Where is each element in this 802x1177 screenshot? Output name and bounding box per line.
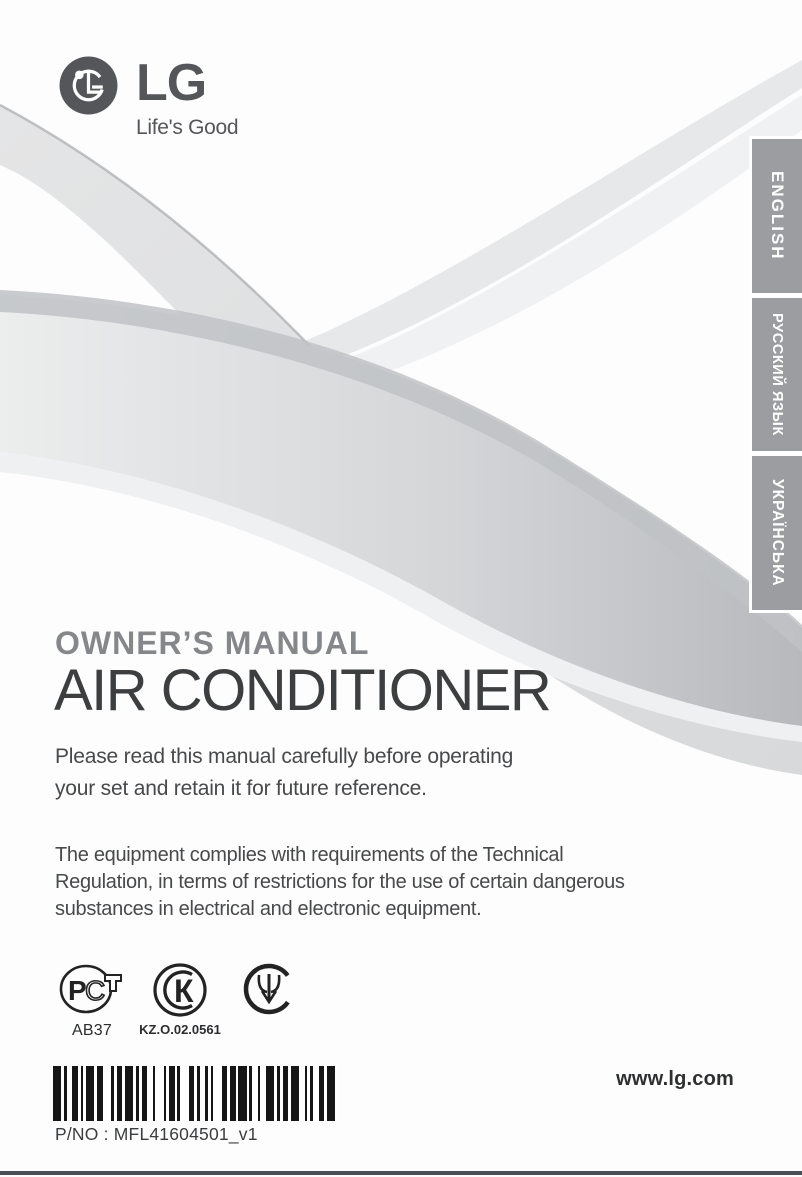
language-tab-english[interactable] <box>749 136 802 296</box>
kazakhstan-k-caption: KZ.O.02.0561 <box>139 1022 221 1037</box>
kazakhstan-k-icon <box>152 962 208 1018</box>
ukraine-trident-icon <box>242 962 296 1016</box>
svg-text:С: С <box>85 975 106 1006</box>
gost-r-pct-icon <box>59 962 125 1018</box>
language-tab-russian[interactable] <box>749 295 802 454</box>
language-tab-russian-label: РУССКИЙ ЯЗЫК <box>769 313 785 436</box>
gost-r-pct-caption: AB37 <box>72 1022 112 1039</box>
kazakhstan-k-mark <box>139 962 221 1037</box>
intro-paragraph <box>55 741 513 805</box>
bottom-divider-bar <box>0 1171 802 1175</box>
svg-text:Р: Р <box>68 975 87 1006</box>
compliance-paragraph <box>55 842 625 923</box>
compliance-line-1: The equipment complies with requirements of the Technical <box>55 844 564 866</box>
ukraine-conformity-mark <box>241 962 297 1020</box>
language-tab-ukrainian[interactable] <box>749 453 802 613</box>
language-tab-ukrainian-label: УКРАЇНСЬКА <box>769 479 786 587</box>
compliance-line-2: Regulation, in terms of restrictions for the use of certain dangerous <box>55 871 625 893</box>
lg-logo-emblem-icon <box>58 55 119 116</box>
website-link[interactable]: www.lg.com <box>616 1068 734 1090</box>
gost-r-pct-mark <box>53 962 131 1040</box>
svg-text:К: К <box>174 973 194 1009</box>
manual-type-title: OWNER’S MANUAL <box>55 625 370 661</box>
certification-marks <box>53 962 297 1040</box>
lg-logo-text: LG <box>136 54 207 112</box>
lg-tagline: Life's Good <box>136 116 239 139</box>
language-tab-english-label: ENGLISH <box>768 171 787 261</box>
intro-line-2: your set and retain it for future reference. <box>55 777 427 800</box>
product-title: AIR CONDITIONER <box>54 658 551 723</box>
lg-logo <box>58 55 238 140</box>
intro-line-1: Please read this manual carefully before operating <box>55 745 514 768</box>
part-number-text: P/NO : MFL41604501_v1 <box>55 1124 258 1144</box>
part-number-barcode <box>53 1066 338 1121</box>
compliance-line-3: substances in electrical and electronic equipment. <box>55 898 482 920</box>
